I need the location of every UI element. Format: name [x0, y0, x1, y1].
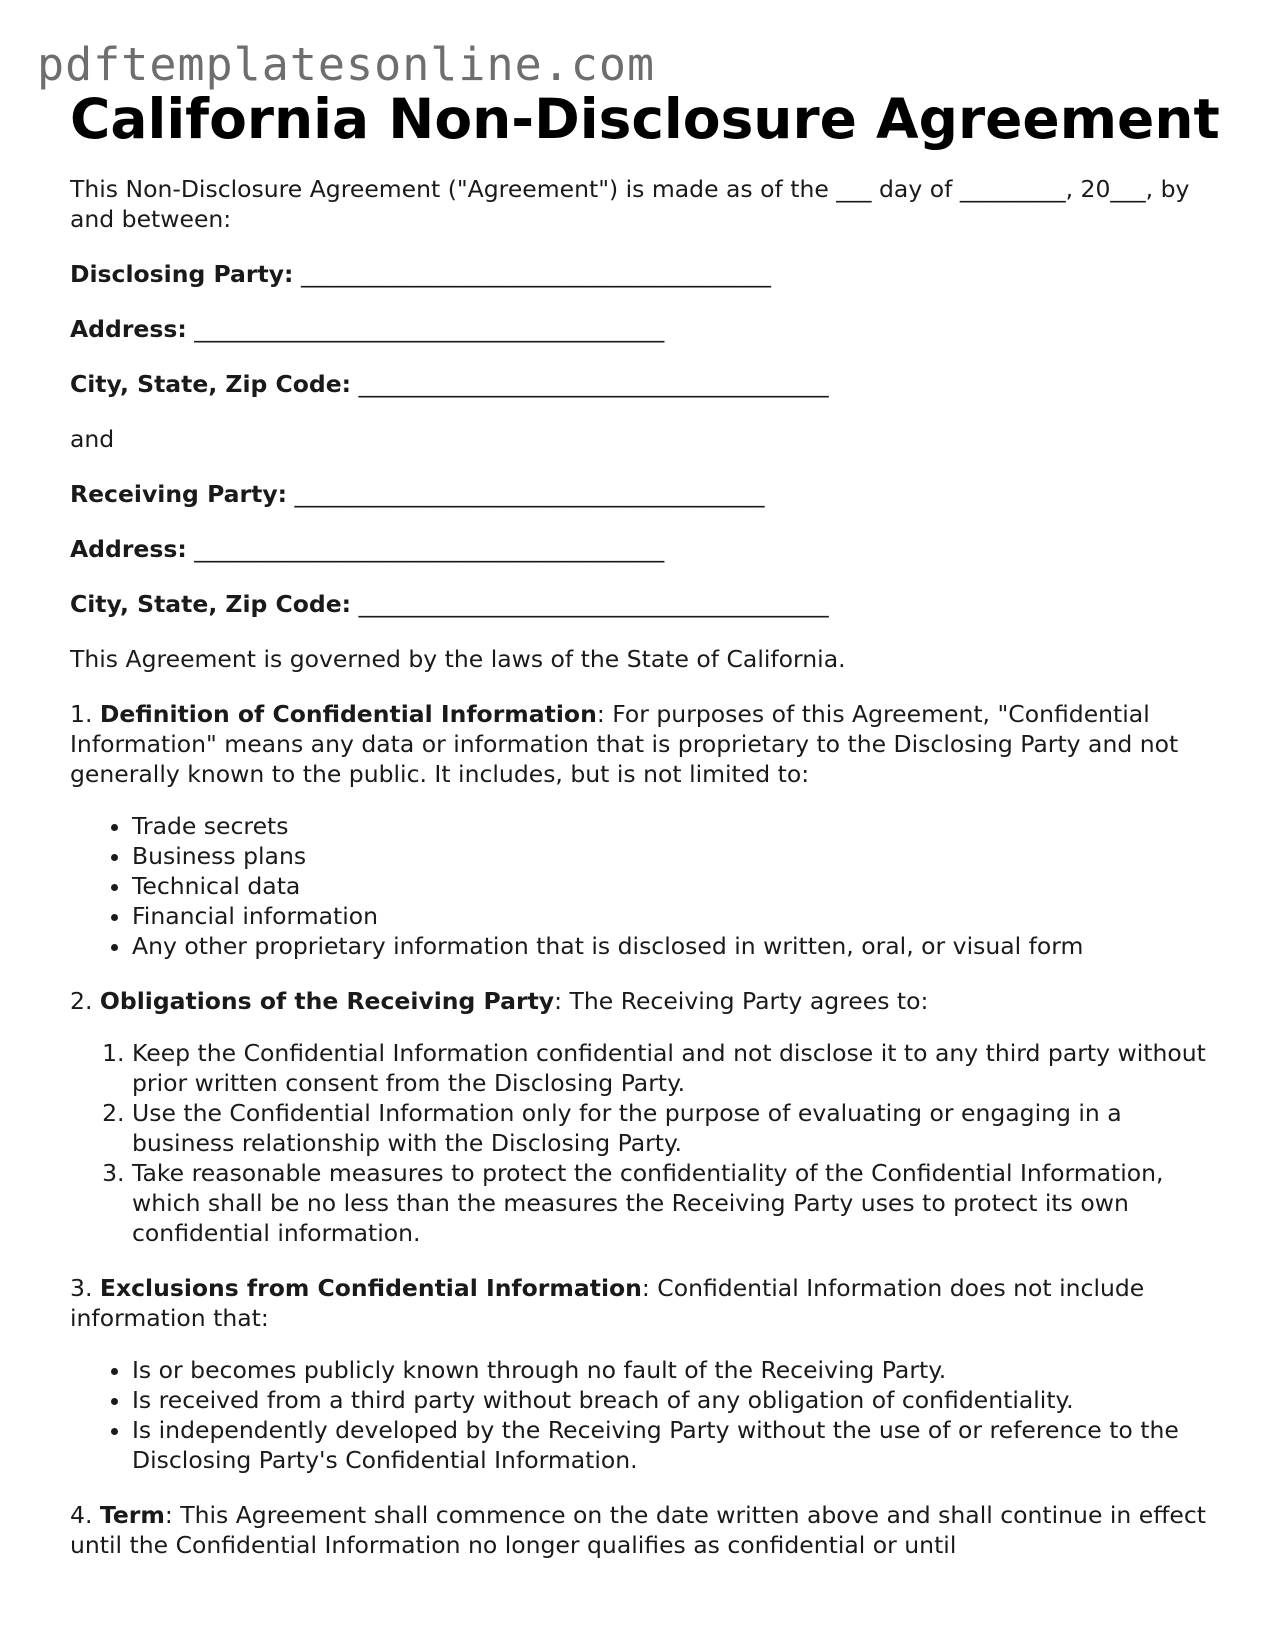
list-item: • Technical data: [132, 871, 1220, 901]
list-item: 3. Take reasonable measures to protect the confidentiality of the Confidential Information, which shall be no less than the measures the Receiving Party uses to protect its own confidential information.: [132, 1158, 1220, 1248]
list-item: • Business plans: [132, 841, 1220, 871]
disclosing-party-label: Disclosing Party:: [70, 260, 294, 288]
section-definition: [70, 699, 1220, 789]
disclosing-city-label: City, State, Zip Code:: [70, 370, 352, 398]
receiving-party-field: [70, 479, 1220, 509]
section-exclusions: [70, 1273, 1220, 1333]
receiving-party-blank[interactable]: ________________________________________: [294, 480, 765, 508]
list-item: • Any other proprietary information that is disclosed in written, oral, or visual form: [132, 931, 1220, 961]
section-text: : Confidential Information does not include information that:: [70, 1274, 1145, 1332]
section-term: [70, 1500, 1220, 1560]
section-number: 2.: [70, 987, 93, 1015]
section-heading: Definition of Confidential Information: [99, 700, 597, 728]
document-body: [70, 174, 1220, 1560]
section-heading: Obligations of the Receiving Party: [99, 987, 555, 1015]
disclosing-address-blank[interactable]: ________________________________________: [194, 315, 665, 343]
and-text: and: [70, 425, 115, 453]
receiving-city-label: City, State, Zip Code:: [70, 590, 352, 618]
disclosing-address-label: Address:: [70, 315, 187, 343]
list-item: • Is independently developed by the Receiving Party without the use of or reference to the Disclosing Party's Confidential Information.: [132, 1415, 1220, 1475]
section-text: : For purposes of this Agreement, "Confidential Information" means any data or information that is proprietary to the Disclosing Party and not generally known to the public. It includes, but is not limited to:: [70, 700, 1179, 788]
intro-paragraph: This Non-Disclosure Agreement ("Agreement") is made as of the ___ day of _________, 20___, by and between:: [70, 175, 1190, 233]
section-number: 1.: [70, 700, 93, 728]
section-number: 3.: [70, 1274, 93, 1302]
exclusions-list: [70, 1355, 1220, 1475]
section-obligations: [70, 986, 1220, 1016]
disclosing-party-field: [70, 259, 1220, 289]
receiving-party-label: Receiving Party:: [70, 480, 288, 508]
list-item: • Financial information: [132, 901, 1220, 931]
section-heading: Term: [99, 1501, 165, 1529]
list-item: 2. Use the Confidential Information only for the purpose of evaluating or engaging in a business relationship with the Disclosing Party.: [132, 1098, 1220, 1158]
list-item: • Is or becomes publicly known through no fault of the Receiving Party.: [132, 1355, 1220, 1385]
receiving-city-blank[interactable]: ________________________________________: [358, 590, 829, 618]
document-page: [70, 86, 1220, 1560]
disclosing-party-blank[interactable]: ________________________________________: [300, 260, 771, 288]
receiving-address-blank[interactable]: ________________________________________: [194, 535, 665, 563]
governing-law-text: This Agreement is governed by the laws of the State of California.: [70, 645, 846, 673]
receiving-city-field: [70, 589, 1220, 619]
disclosing-address-field: [70, 314, 1220, 344]
list-item: • Is received from a third party without breach of any obligation of confidentiality.: [132, 1385, 1220, 1415]
disclosing-city-blank[interactable]: ________________________________________: [358, 370, 829, 398]
obligations-list: [70, 1038, 1220, 1248]
disclosing-city-field: [70, 369, 1220, 399]
section-text: : This Agreement shall commence on the date written above and shall continue in effect until the Confidential Information no longer qualifies as confidential or until: [70, 1501, 1207, 1559]
section-number: 4.: [70, 1501, 93, 1529]
receiving-address-label: Address:: [70, 535, 187, 563]
page-title: California Non-Disclosure Agreement: [70, 87, 1220, 151]
section-heading: Exclusions from Confidential Information: [99, 1274, 642, 1302]
list-item: • Trade secrets: [132, 811, 1220, 841]
receiving-address-field: [70, 534, 1220, 564]
confidential-info-list: [70, 811, 1220, 961]
watermark-text: pdftemplatesonline.com: [37, 38, 656, 91]
section-text: : The Receiving Party agrees to:: [554, 987, 929, 1015]
list-item: 1. Keep the Confidential Information confidential and not disclose it to any third party without prior written consent from the Disclosing Party.: [132, 1038, 1220, 1098]
